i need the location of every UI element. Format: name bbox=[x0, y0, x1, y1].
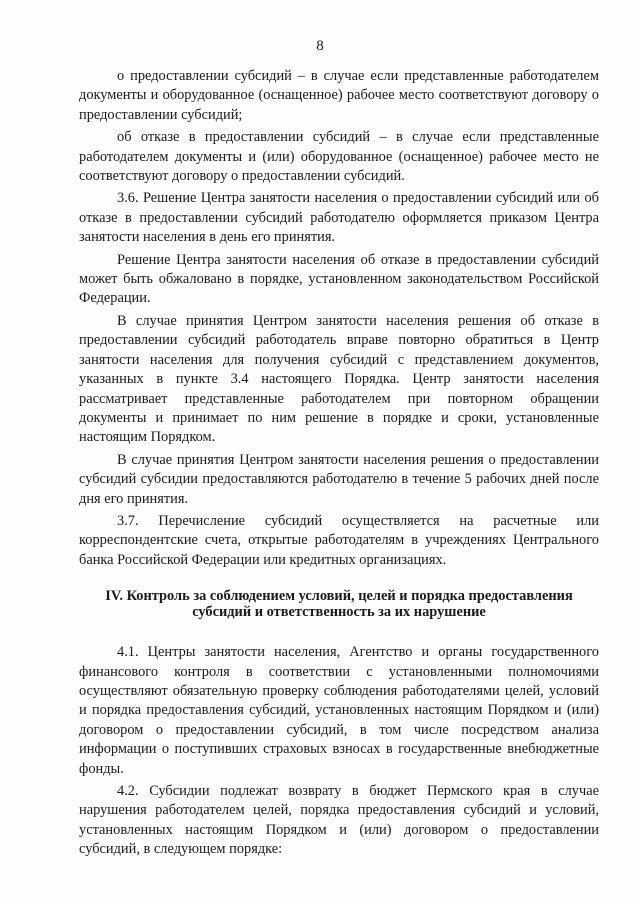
paragraph-grant-refusal: об отказе в предоставлении субсидий – в случае если представленные работодателем документы и (или) оборудованное (оснащенное) рабочее место не соответствуют договору о предоставлении субсидий. bbox=[79, 129, 599, 185]
section-heading-line-2: субсидий и ответственность за их нарушение bbox=[192, 604, 486, 621]
paragraph-reapply: В случае принятия Центром занятости населения решения об отказе в предоставлении субсидий работодатель вправе повторно обратиться в Центр занятости населения для получения субсидий с представлением документов, указанных в пункте 3.4 настоящего Порядка. Центр занятости населения рассматривает представленные работодателем при повторном обращении документы и принимает по ним решение в порядке и сроки, установленные настоящим Порядком. bbox=[79, 312, 599, 446]
paragraph-3-7: 3.7. Перечисление субсидий осуществляется на расчетные или корреспондентские счета, открытые работодателям в учреждениях Центрального банка Российской Федерации или кредитных организациях. bbox=[79, 512, 599, 568]
paragraph-4-1: 4.1. Центры занятости населения, Агентство и органы государственного финансового контроля в соответствии с установленными полномочиями осуществляют обязательную проверку соблюдения работодателями целей, условий и порядка предоставления субсидий, установленных настоящим Порядком и (или) договором о предоставлении субсидий, в том числе посредством анализа информации о поступивших страховых взносах в государственные внебюджетные фонды. bbox=[79, 644, 599, 777]
section-heading-line-1: IV. Контроль за соблюдением условий, целей и порядка предоставления bbox=[105, 588, 573, 605]
paragraph-payment-term: В случае принятия Центром занятости населения решения о предоставлении субсидий субсидии предоставляются работодателю в течение 5 рабочих дней после дня его принятия. bbox=[79, 451, 599, 507]
section-heading bbox=[79, 588, 599, 620]
paragraph-appeal: Решение Центра занятости населения об отказе в предоставлении субсидий может быть обжаловано в порядке, установленном законодательством Российской Федерации. bbox=[79, 251, 599, 307]
paragraph-grant-approval: о предоставлении субсидий – в случае если представленные работодателем документы и оборудованное (оснащенное) рабочее место соответствуют договору о предоставлении субсидий; bbox=[79, 68, 599, 123]
paragraph-3-6: 3.6. Решение Центра занятости населения о предоставлении субсидий или об отказе в предоставлении субсидий работодателю оформляется приказом Центра занятости населения в день его принятия. bbox=[79, 190, 599, 246]
page-number: 8 bbox=[316, 38, 324, 54]
document-body bbox=[79, 67, 599, 860]
paragraph-4-2: 4.2. Субсидии подлежат возврату в бюджет Пермского края в случае нарушения работодателем целей, порядка предоставления субсидий и условий, установленных настоящим Порядком и (или) договором о предоставлении субсидий, в следующем порядке: bbox=[79, 783, 599, 858]
